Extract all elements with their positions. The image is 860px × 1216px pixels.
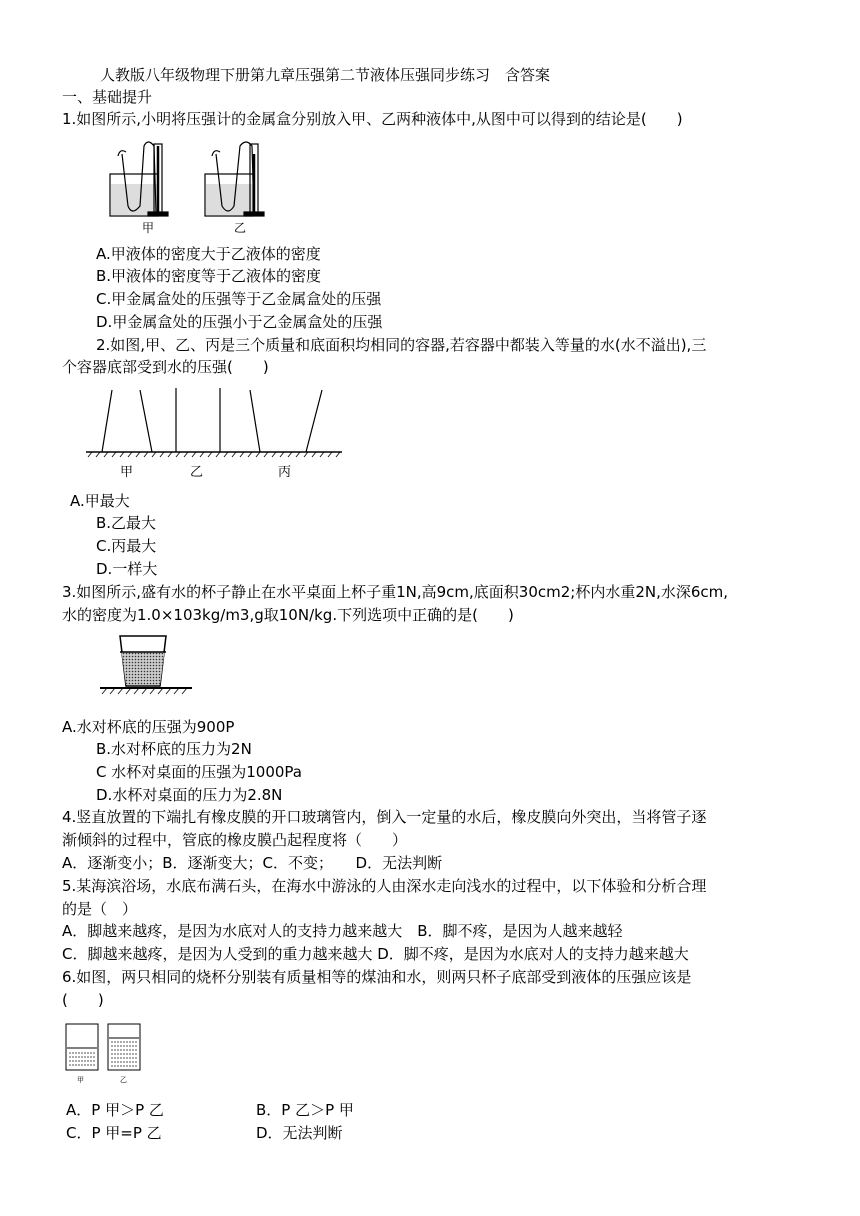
q1-option-c: C.甲金属盒处的压强等于乙金属盒处的压强 (96, 290, 382, 308)
q2-option-a: A.甲最大 (70, 492, 130, 510)
q1-label-yi: 乙 (234, 221, 247, 235)
q6-label-yi: 乙 (120, 1076, 127, 1084)
q6-option-c: C．P 甲=P 乙 (66, 1124, 162, 1142)
q4-options: A．逐渐变小；B．逐渐变大；C．不变； D．无法判断 (62, 854, 443, 872)
q5-options-line1: A．脚越来越疼，是因为水底对人的支持力越来越大 B．脚不疼，是因为人越来越轻 (62, 922, 623, 940)
q6-label-jia: 甲 (77, 1076, 84, 1084)
q3-option-b: B.水对杯底的压力为2N (96, 740, 252, 758)
q1-label-jia: 甲 (142, 221, 155, 235)
q2-stem-line1: 2.如图,甲、乙、丙是三个质量和底面积均相同的容器,若容器中都装入等量的水(水不溢出),三 (96, 336, 707, 354)
q2-figure (84, 386, 344, 486)
q6-stem-line1: 6.如图，两只相同的烧杯分别装有质量相等的煤油和水，则两只杯子底部受到液体的压强应该是 (62, 968, 692, 986)
q1-option-b: B.甲液体的密度等于乙液体的密度 (96, 267, 322, 285)
q4-stem-line2: 渐倾斜的过程中，管底的橡皮膜凸起程度将（ ） (62, 831, 408, 849)
q2-option-d: D.一样大 (96, 560, 158, 578)
q6-option-a: A．P 甲＞P 乙 (66, 1101, 164, 1119)
q2-option-c: C.丙最大 (96, 537, 157, 555)
q5-stem-line1: 5.某海滨浴场，水底布满石头，在海水中游泳的人由深水走向浅水的过程中，以下体验和分析合理 (62, 877, 707, 895)
q2-option-b: B.乙最大 (96, 514, 157, 532)
q6-option-d: D．无法判断 (256, 1124, 343, 1142)
q6-figure (62, 1020, 152, 1090)
q2-label-bing: 丙 (278, 465, 292, 480)
q3-stem-line2: 水的密度为1.0×103kg/m3,g取10N/kg.下列选项中正确的是( ) (62, 606, 514, 624)
q1-option-a: A.甲液体的密度大于乙液体的密度 (96, 245, 321, 263)
q3-stem-line1: 3.如图所示,盛有水的杯子静止在水平桌面上杯子重1N,高9cm,底面积30cm2;杯内水重2N,水深6cm, (62, 583, 729, 601)
q1-figure (100, 136, 300, 240)
q6-stem-line2: ( ) (62, 991, 104, 1009)
q2-label-yi: 乙 (190, 465, 204, 480)
q2-stem-line2: 个容器底部受到水的压强( ) (62, 358, 269, 376)
q3-option-a: A.水对杯底的压强为900P (62, 718, 235, 736)
page-title: 人教版八年级物理下册第九章压强第二节液体压强同步练习 含答案 (100, 66, 551, 84)
section-heading: 一、基础提升 (62, 88, 153, 106)
q5-options-line2: C．脚越来越疼，是因为人受到的重力越来越大 D．脚不疼，是因为水底对人的支持力越来越大 (62, 945, 689, 963)
q1-stem: 1.如图所示,小明将压强计的金属盒分别放入甲、乙两种液体中,从图中可以得到的结论是( ) (62, 110, 683, 128)
q6-option-b: B．P 乙＞P 甲 (256, 1101, 354, 1119)
q4-stem-line1: 4.竖直放置的下端扎有橡皮膜的开口玻璃管内，倒入一定量的水后，橡皮膜向外突出，当将管子逐 (62, 808, 707, 826)
q5-stem-line2: 的是（ ） (62, 900, 138, 918)
q3-figure (98, 634, 194, 702)
q1-option-d: D.甲金属盒处的压强小于乙金属盒处的压强 (96, 313, 383, 331)
q2-label-jia: 甲 (120, 465, 134, 480)
q3-option-d: D.水杯对桌面的压力为2.8N (96, 786, 283, 804)
q3-option-c: C 水杯对桌面的压强为1000Pa (96, 763, 302, 781)
